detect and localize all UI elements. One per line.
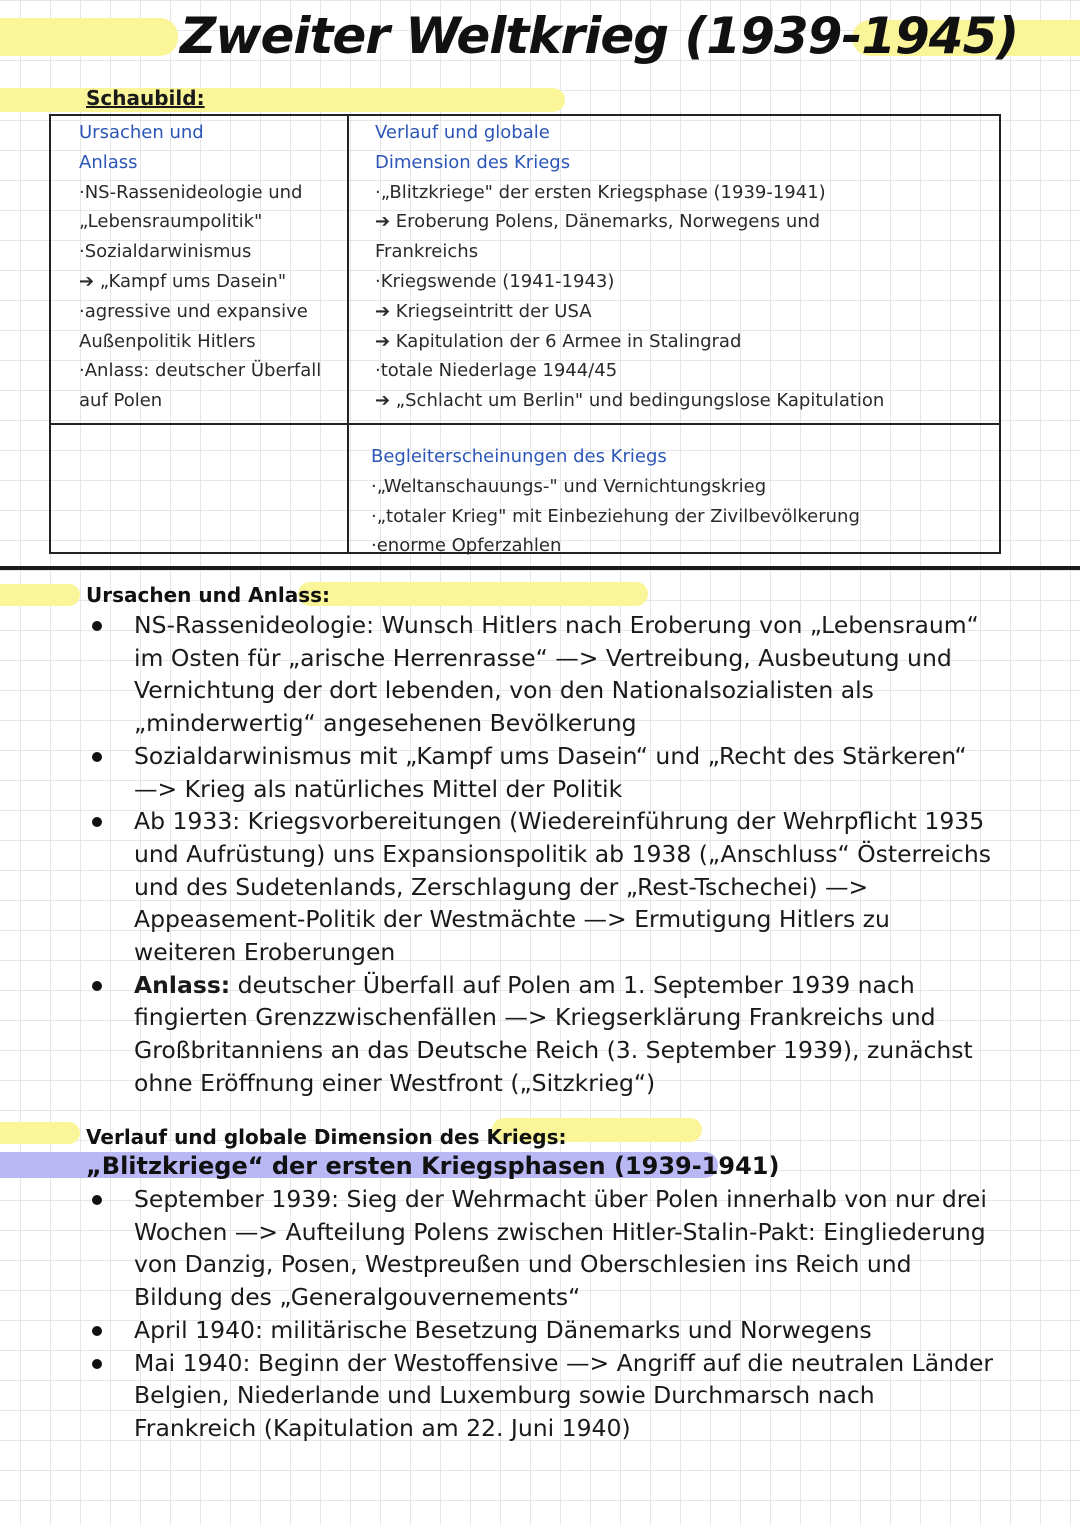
diagram-cell-verlauf <box>375 118 884 416</box>
section-divider <box>0 566 1080 570</box>
ursachen-note: „Lebensraumpolitik" <box>79 211 263 233</box>
ursachen-heading-line: Ursachen und <box>79 122 204 143</box>
ursachen-section-title: Ursachen und Anlass: <box>86 583 330 607</box>
bullet-text: deutscher Überfall auf Polen am 1. September 1939 nach fingierten Grenzzwischenfällen —> Kriegserklärung Frankreichs und Großbritanniens an das Deutsche Reich (3. September 1939), zunächst ohne Eröffnung einer Westfront („Sitzkrieg“) <box>134 970 973 1097</box>
schaubild-highlight <box>0 88 565 112</box>
blitzkriege-subtitle: „Blitzkriege“ der ersten Kriegsphasen (1939-1941) <box>86 1152 780 1180</box>
ursachen-note: ➔ „Kampf ums Dasein" <box>79 270 287 292</box>
bullet-text: NS-Rassenideologie: Wunsch Hitlers nach Eroberung von „Lebensraum“ im Osten für „arische Herrenrasse“ —> Vertreibung, Ausbeutung und Vernichtung der dort lebenden, von den Nationalsozialisten als „minderwertig“ angesehenen Bevölkerung <box>134 611 979 738</box>
ursachen-highlight-left <box>0 584 80 606</box>
diagram-cell-ursachen <box>79 118 321 416</box>
list-item <box>86 740 996 805</box>
schaubild-diagram <box>49 114 1001 557</box>
list-item <box>86 805 996 969</box>
ursachen-note: ·agressive und expansive <box>79 300 308 322</box>
list-item <box>86 609 996 740</box>
ursachen-note: auf Polen <box>79 390 163 412</box>
list-item <box>86 1347 996 1445</box>
verlauf-note: ➔ Kriegseintritt der USA <box>375 300 592 322</box>
ursachen-note: ·NS-Rassenideologie und <box>79 181 303 203</box>
verlauf-note: Frankreichs <box>375 241 479 263</box>
bullet-label: Anlass: <box>134 970 231 999</box>
verlauf-note: ·„Blitzkriege" der ersten Kriegsphase (1939-1941) <box>375 181 826 203</box>
ursachen-note: Außenpolitik Hitlers <box>79 330 256 352</box>
verlauf-note: ➔ Kapitulation der 6 Armee in Stalingrad <box>375 330 742 352</box>
bullet-text: April 1940: militärische Besetzung Dänemarks und Norwegens <box>134 1315 872 1344</box>
diagram-cell-begleiterscheinungen <box>371 442 860 561</box>
verlauf-heading-line: Verlauf und globale <box>375 122 550 143</box>
bullet-text: September 1939: Sieg der Wehrmacht über Polen innerhalb von nur drei Wochen —> Aufteilung Polens zwischen Hitler-Stalin-Pakt: Eingliederung von Danzig, Posen, Westpreußen und Oberschlesien ins Reich und Bildung des „Generalgouvernements“ <box>134 1185 987 1312</box>
verlauf-section-title: Verlauf und globale Dimension des Kriegs: <box>86 1125 567 1149</box>
page-title: Zweiter Weltkrieg (1939-1945) <box>180 7 1019 65</box>
schaubild-label: Schaubild: <box>86 86 205 110</box>
ursachen-highlight-right <box>298 582 648 606</box>
verlauf-note: ➔ Eroberung Polens, Dänemarks, Norwegens und <box>375 211 821 233</box>
bullet-text: Mai 1940: Beginn der Westoffensive —> Angriff auf die neutralen Länder Belgien, Niederlande und Luxemburg sowie Durchmarsch nach Frankreich (Kapitulation am 22. Juni 1940) <box>134 1348 994 1442</box>
ursachen-note: ·Sozialdarwinismus <box>79 241 252 263</box>
list-item <box>86 1183 996 1314</box>
verlauf-bullet-list <box>86 1183 996 1445</box>
title-highlight-left <box>0 18 178 56</box>
ursachen-note: ·Anlass: deutscher Überfall <box>79 360 322 382</box>
begleit-note: ·„totaler Krieg" mit Einbeziehung der Zivilbevölkerung <box>371 505 860 527</box>
ursachen-heading-line: Anlass <box>79 151 138 173</box>
verlauf-note: ➔ „Schlacht um Berlin" und bedingungslose Kapitulation <box>375 390 885 412</box>
begleit-note: ·enorme Opferzahlen <box>371 535 562 557</box>
list-item <box>86 969 996 1100</box>
verlauf-heading-line: Dimension des Kriegs <box>375 151 571 173</box>
begleit-note: ·„Weltanschauungs-" und Vernichtungskrieg <box>371 475 767 497</box>
bullet-text: Ab 1933: Kriegsvorbereitungen (Wiedereinführung der Wehrpflicht 1935 und Aufrüstung) uns Expansionspolitik ab 1938 („Anschluss“ Österreichs und des Sudetenlands, Zerschlagung der „Rest-Tschechei) —> Appeasement-Politik der Westmächte —> Ermutigung Hitlers zu weiteren Eroberungen <box>134 807 991 967</box>
diagram-divider-vertical <box>347 116 349 552</box>
list-item <box>86 1314 996 1347</box>
bullet-text: Sozialdarwinismus mit „Kampf ums Dasein“ und „Recht des Stärkeren“ —> Krieg als natürliches Mittel der Politik <box>134 741 967 803</box>
begleit-heading: Begleiterscheinungen des Kriegs <box>371 446 667 467</box>
ursachen-bullet-list <box>86 609 996 1100</box>
verlauf-note: ·Kriegswende (1941-1943) <box>375 270 615 292</box>
diagram-divider-horizontal <box>51 423 999 425</box>
verlauf-note: ·totale Niederlage 1944/45 <box>375 360 618 382</box>
verlauf-highlight-left <box>0 1122 80 1144</box>
